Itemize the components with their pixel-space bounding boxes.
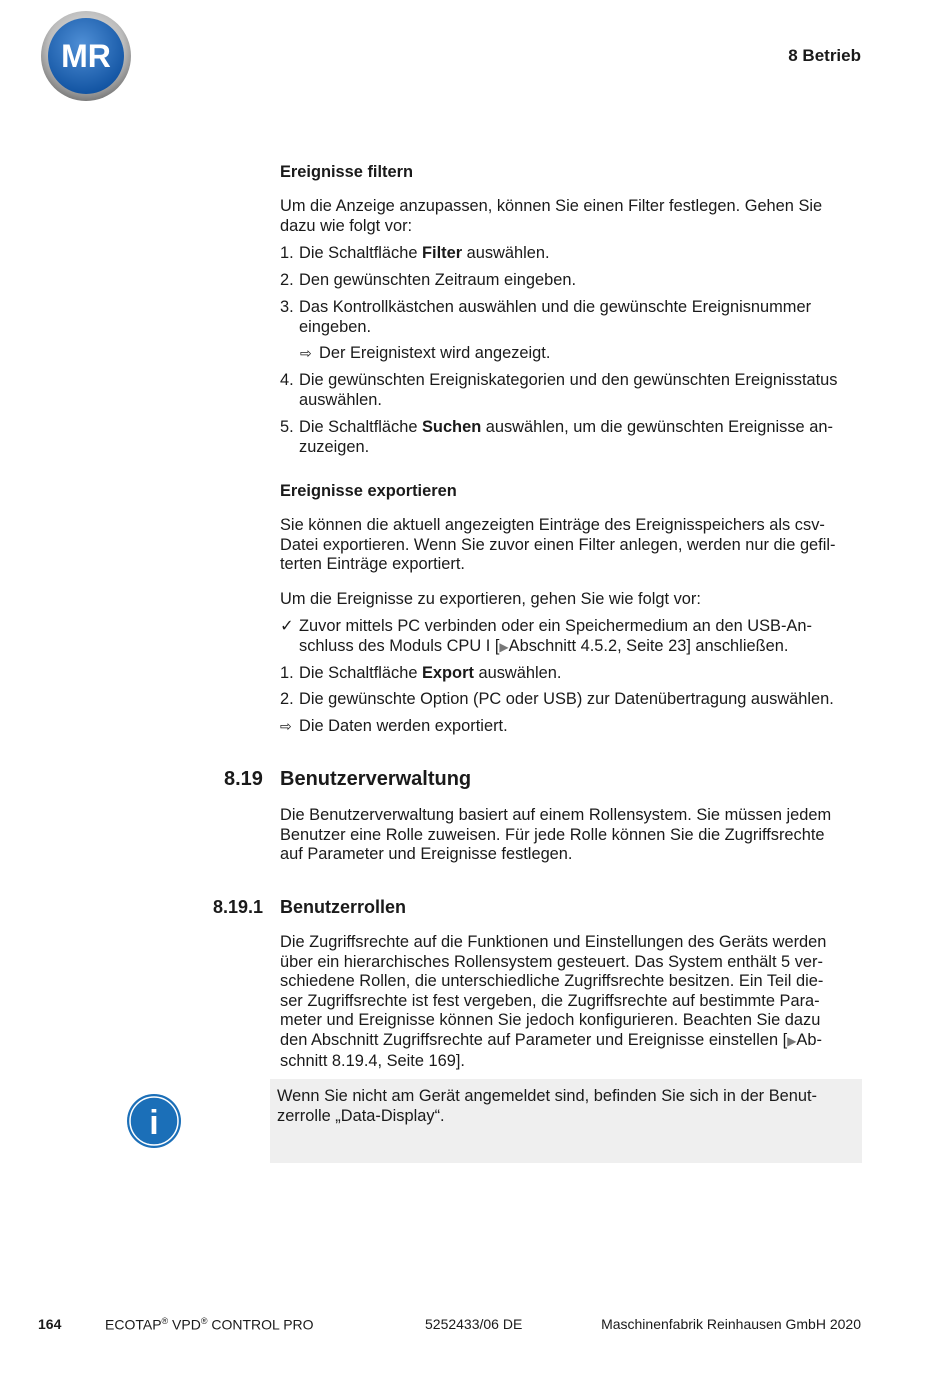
- filter-step-5: 5. Die Schaltfläche Suchen auswählen, um die gewünschten Ereignisse an- zuzeigen.: [280, 418, 833, 456]
- chapter-title: 8 Betrieb: [788, 46, 861, 65]
- subsection-title: Benutzerrollen: [280, 897, 407, 917]
- section-link[interactable]: schnitt 8.19.4, Seite 169: [280, 1051, 456, 1070]
- filter-step-1: 1. Die Schaltfläche Filter auswählen.: [280, 244, 550, 262]
- export-intro: Um die Ereignisse zu exportieren, gehen Sie wie folgt vor:: [280, 590, 701, 608]
- svg-text:MR: MR: [61, 38, 111, 74]
- filter-intro: Um die Anzeige anzupassen, können Sie einen Filter festlegen. Gehen Sie dazu wie folgt vor:: [280, 197, 823, 235]
- company-name: Maschinenfabrik Reinhausen GmbH 2020: [601, 1316, 861, 1332]
- export-step-1: 1. Die Schaltfläche Export auswählen.: [280, 664, 562, 682]
- result-arrow-icon: ⇨: [300, 345, 312, 361]
- filter-step-3: 3. Das Kontrollkästchen auswählen und die gewünschte Ereignisnummer eingeben.: [280, 298, 812, 336]
- info-icon: [126, 1093, 182, 1149]
- document-number: 5252433/06 DE: [425, 1316, 523, 1332]
- export-prerequisite: ✓ Zuvor mittels PC verbinden oder ein Speichermedium an den USB-An- schluss des Moduls CPU I [▶Abschnitt 4.5.2, Seite 23] anschließen.: [280, 617, 812, 655]
- export-paragraph: Sie können die aktuell angezeigten Einträge des Ereignisspeichers als csv- Datei exportieren. Wenn Sie zuvor einen Filter anlegen, werden nur die gefil- terten Einträge exportiert.: [280, 516, 836, 574]
- product-name: ECOTAP® VPD® CONTROL PRO: [105, 1316, 314, 1333]
- section-link[interactable]: Ab-: [796, 1030, 822, 1049]
- page-number: 164: [38, 1316, 62, 1332]
- subsection-paragraph: Die Zugriffsrechte auf die Funktionen und Einstellungen des Geräts werden über ein hierarchisches Rollensystem gesteuert. Das System enthält 5 ver- schiedene Rollen, die unterschiedliche Zugriffsrechte besitzen. Ein Teil die- ser Zugriffsrechte ist fest vergeben, die Zugriffsrechte auf bestimmte Para- meter und Ereignisse können Sie jedoch konfigurieren. Beachten Sie dazu den Abschnitt Zugriffsrechte auf Parameter und Ereignisse einstellen [▶Ab- schnitt 8.19.4, Seite 169].: [280, 933, 827, 1070]
- section-number: 8.19: [224, 768, 263, 790]
- svg-text:i: i: [149, 1104, 159, 1142]
- filter-step-2: 2. Den gewünschten Zeitraum eingeben.: [280, 271, 576, 289]
- filter-heading: Ereignisse filtern: [280, 163, 413, 181]
- note-box: [270, 1079, 862, 1163]
- link-triangle-icon: ▶: [787, 1033, 797, 1048]
- subsection-number: 8.19.1: [213, 897, 264, 917]
- result-arrow-icon: ⇨: [280, 718, 292, 734]
- export-result: ⇨ Die Daten werden exportiert.: [280, 717, 508, 735]
- link-triangle-icon: ▶: [499, 639, 509, 654]
- mr-logo: [40, 10, 132, 102]
- section-link[interactable]: Abschnitt 4.5.2, Seite 23: [508, 636, 687, 655]
- export-step-2: 2. Die gewünschte Option (PC oder USB) zur Datenübertragung auswählen.: [280, 690, 834, 708]
- filter-step-3-result: ⇨ Der Ereignistext wird angezeigt.: [300, 344, 551, 362]
- checkmark-icon: ✓: [280, 617, 294, 635]
- note-text: Wenn Sie nicht am Gerät angemeldet sind, befinden Sie sich in der Benut- zerrolle „Data-Display“.: [277, 1087, 817, 1125]
- section-paragraph: Die Benutzerverwaltung basiert auf einem Rollensystem. Sie müssen jedem Benutzer eine Rolle zuweisen. Für jede Rolle können Sie die Zugriffsrechte auf Parameter und Ereignisse festlegen.: [280, 806, 832, 864]
- export-heading: Ereignisse exportieren: [280, 482, 457, 500]
- section-title: Benutzerverwaltung: [280, 768, 472, 790]
- filter-step-4: 4. Die gewünschten Ereigniskategorien und den gewünschten Ereignisstatus auswählen.: [280, 371, 838, 409]
